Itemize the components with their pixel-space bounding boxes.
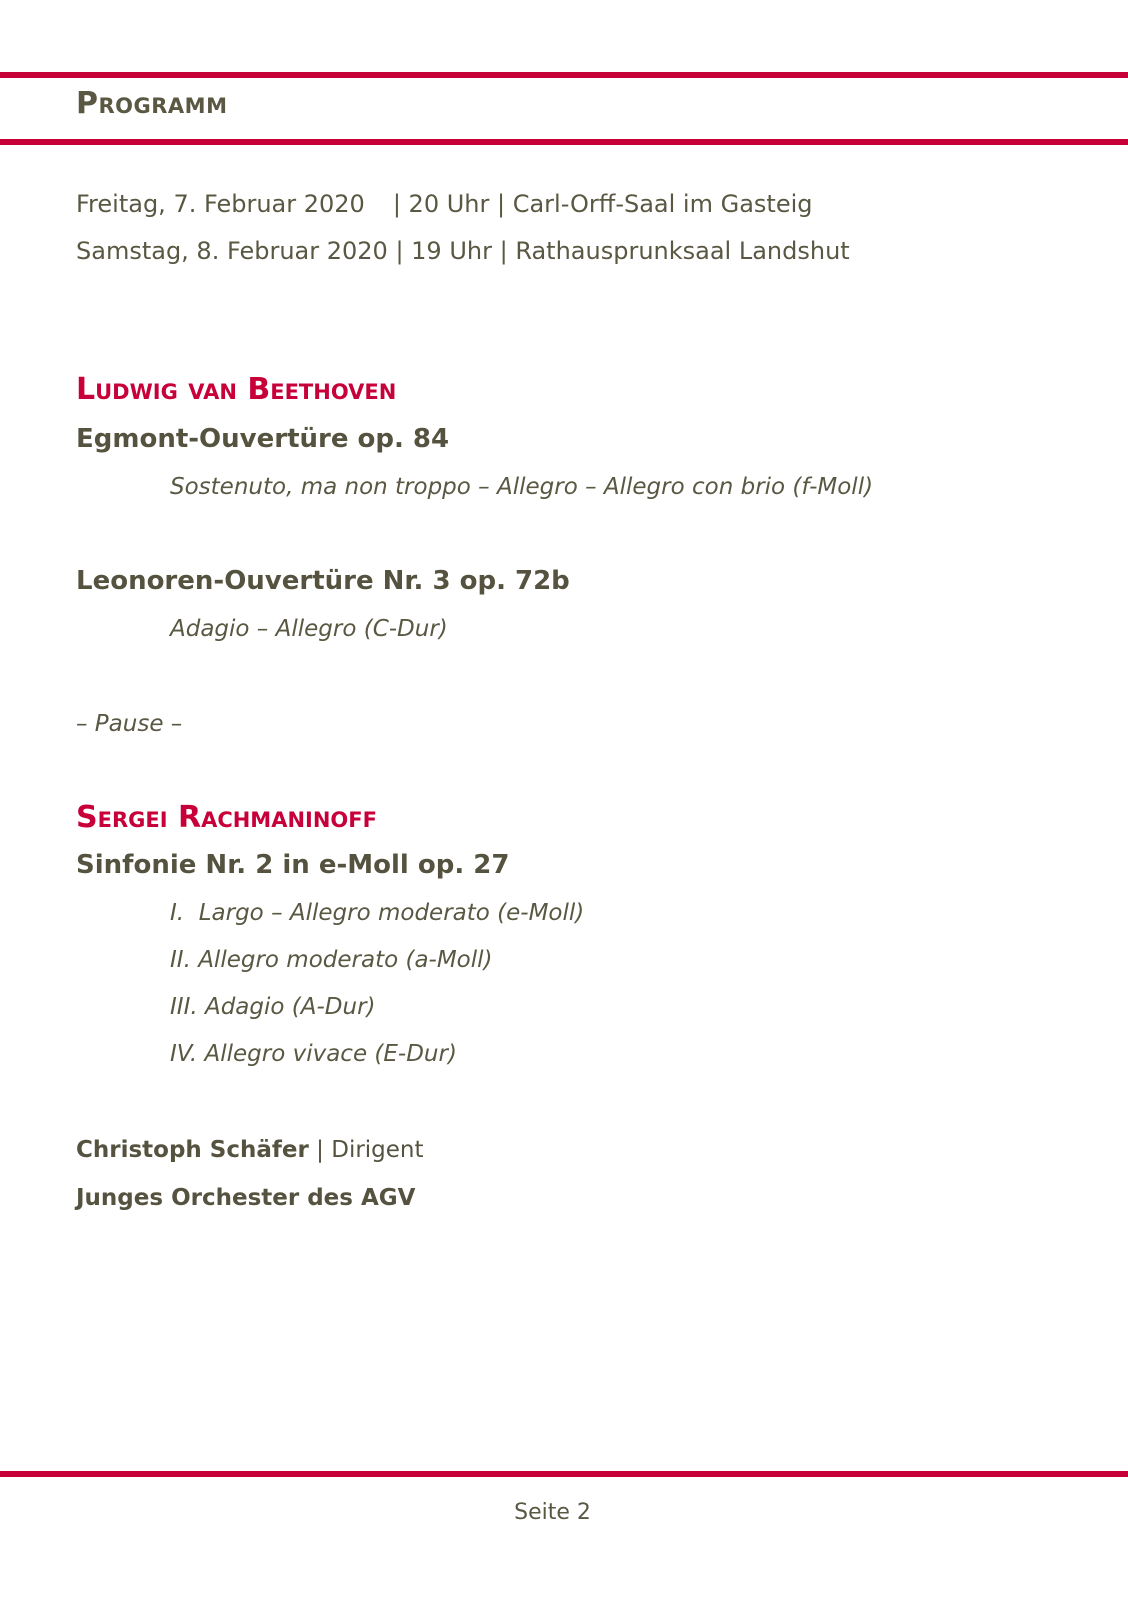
event-line-2 xyxy=(76,237,850,265)
page-title: Programm xyxy=(76,86,228,121)
header-bottom-rule xyxy=(0,139,1128,145)
conductor-credit xyxy=(76,1137,424,1163)
separator: | xyxy=(489,190,513,218)
header-top-rule xyxy=(0,72,1128,78)
conductor-role: Dirigent xyxy=(331,1137,424,1163)
event-time: 20 Uhr xyxy=(408,190,490,218)
work-title: Sinfonie Nr. 2 in e-Moll op. 27 xyxy=(76,850,510,880)
composer-name: Ludwig van Beethoven xyxy=(76,372,397,407)
movement: III. Adagio (A-Dur) xyxy=(170,994,376,1020)
event-date: Samstag, 8. Februar 2020 xyxy=(76,237,388,265)
movement: Adagio – Allegro (C-Dur) xyxy=(170,616,448,642)
work-title: Leonoren-Ouvertüre Nr. 3 op. 72b xyxy=(76,566,570,596)
page-number: Seite 2 xyxy=(514,1500,591,1525)
event-venue: Carl-Orff-Saal im Gasteig xyxy=(512,190,813,218)
conductor-name: Christoph Schäfer xyxy=(76,1137,309,1163)
event-time: 19 Uhr xyxy=(411,237,492,265)
movement: Sostenuto, ma non troppo – Allegro – Allegro con brio (f-Moll) xyxy=(170,474,874,500)
event-date: Freitag, 7. Februar 2020 xyxy=(76,190,365,218)
event-venue: Rathausprunksaal Landshut xyxy=(515,237,850,265)
work-title: Egmont-Ouvertüre op. 84 xyxy=(76,424,450,454)
footer-rule xyxy=(0,1471,1128,1477)
event-line-1 xyxy=(76,190,813,218)
separator: | xyxy=(392,190,409,218)
separator: | xyxy=(491,237,516,265)
movement: II. Allegro moderato (a-Moll) xyxy=(170,947,493,973)
ensemble-name: Junges Orchester des AGV xyxy=(76,1185,416,1211)
movement: IV. Allegro vivace (E-Dur) xyxy=(170,1041,457,1067)
composer-name: Sergei Rachmaninoff xyxy=(76,800,377,835)
separator: | xyxy=(316,1137,324,1163)
movement: I. Largo – Allegro moderato (e-Moll) xyxy=(170,900,585,926)
ensemble-credit xyxy=(76,1185,415,1211)
separator: | xyxy=(387,237,412,265)
intermission: – Pause – xyxy=(76,711,183,737)
